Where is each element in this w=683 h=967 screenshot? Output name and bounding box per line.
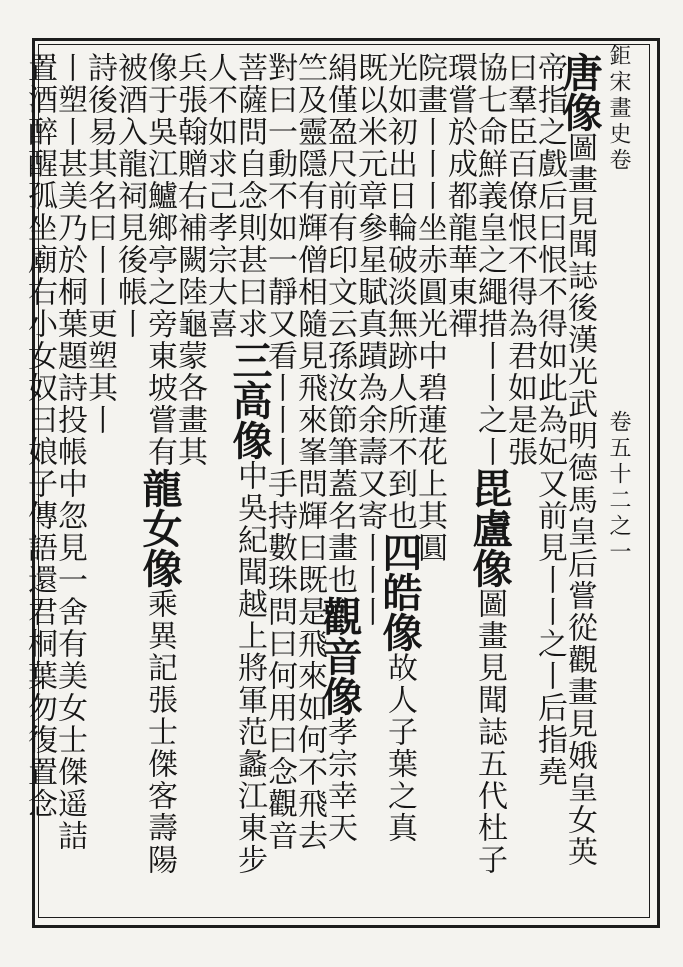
text-run: 孝宗幸天 <box>322 716 357 844</box>
banxin-volume-label: 卷五十二之一 <box>606 410 631 566</box>
text-column <box>20 52 58 820</box>
text-run: 對曰一動不如一靜又看丨丨丨手持數珠問曰何用曰念觀音 <box>262 52 297 852</box>
text-run: 協七命鮮義皇之繩措丨丨之丨 <box>472 52 507 468</box>
text-run: 光如初出日輪破淡無跡人所不到也 <box>382 52 417 532</box>
text-run: 環嘗於成都龍華東禪 <box>442 52 477 340</box>
text-run: 兵張翰贈右補闕陸龜蒙各畫其 <box>172 52 207 468</box>
text-run: 圖畫見聞誌後漢光武明德馬皇后嘗從觀畫見娥皇女英 <box>562 132 597 868</box>
text-run: 中吳紀聞越上將軍范蠡江東步 <box>232 460 267 876</box>
section-heading: 三高像 <box>226 340 273 460</box>
text-run: 帝指之戲后曰恨不得如此為妃又前見丨丨之丨后指堯 <box>532 52 567 788</box>
text-run: 像于吳江鱸鄉亭之旁東坡嘗有 <box>142 52 177 468</box>
banxin-top-title: 鉅宋畫史卷 <box>606 44 631 174</box>
text-run: 絹僅盈尺前有印文云孫汝節筆蓋名畫也 <box>322 52 357 596</box>
section-heading: 觀音像 <box>316 596 363 716</box>
text-run: 故人子葉之真 <box>382 652 417 844</box>
text-run: 院畫丨丨丨坐赤圓光中碧蓮花上其圓 <box>412 52 447 564</box>
text-run: 置酒醉醒孤坐廟右小女奴曰娘子傳語還君桐葉勿復置念 <box>22 52 57 820</box>
text-run: 圖畫見聞誌五代杜子 <box>472 588 507 876</box>
text-run: 丨塑丨甚美乃於桐葉題詩投帳中忽見一舍有美女士傑遥詰 <box>52 52 87 852</box>
section-heading: 龍女像 <box>136 468 183 588</box>
text-run: 人不如求己孝宗大喜 <box>202 52 237 340</box>
text-run: 詩後易其名曰丨丨更塑其丨 <box>82 52 117 436</box>
section-heading: 四皓像 <box>376 532 423 652</box>
text-run: 既以米元章參星賦真蹟為余壽又寄丨丨丨 <box>352 52 387 628</box>
section-heading: 毘盧像 <box>466 468 513 588</box>
text-run: 竺及靈隱有輝僧相隨見飛來峯問輝曰既是飛來如何不飛去 <box>292 52 327 852</box>
section-heading: 唐像 <box>556 52 603 132</box>
text-run: 菩薩問自念則甚曰求 <box>232 52 267 340</box>
text-run: 被酒入龍祠見後帳丨 <box>112 52 147 340</box>
text-run: 乘異記張士傑客壽陽 <box>142 588 177 876</box>
text-run: 曰羣臣百僚恨不得為君如是張 <box>502 52 537 468</box>
